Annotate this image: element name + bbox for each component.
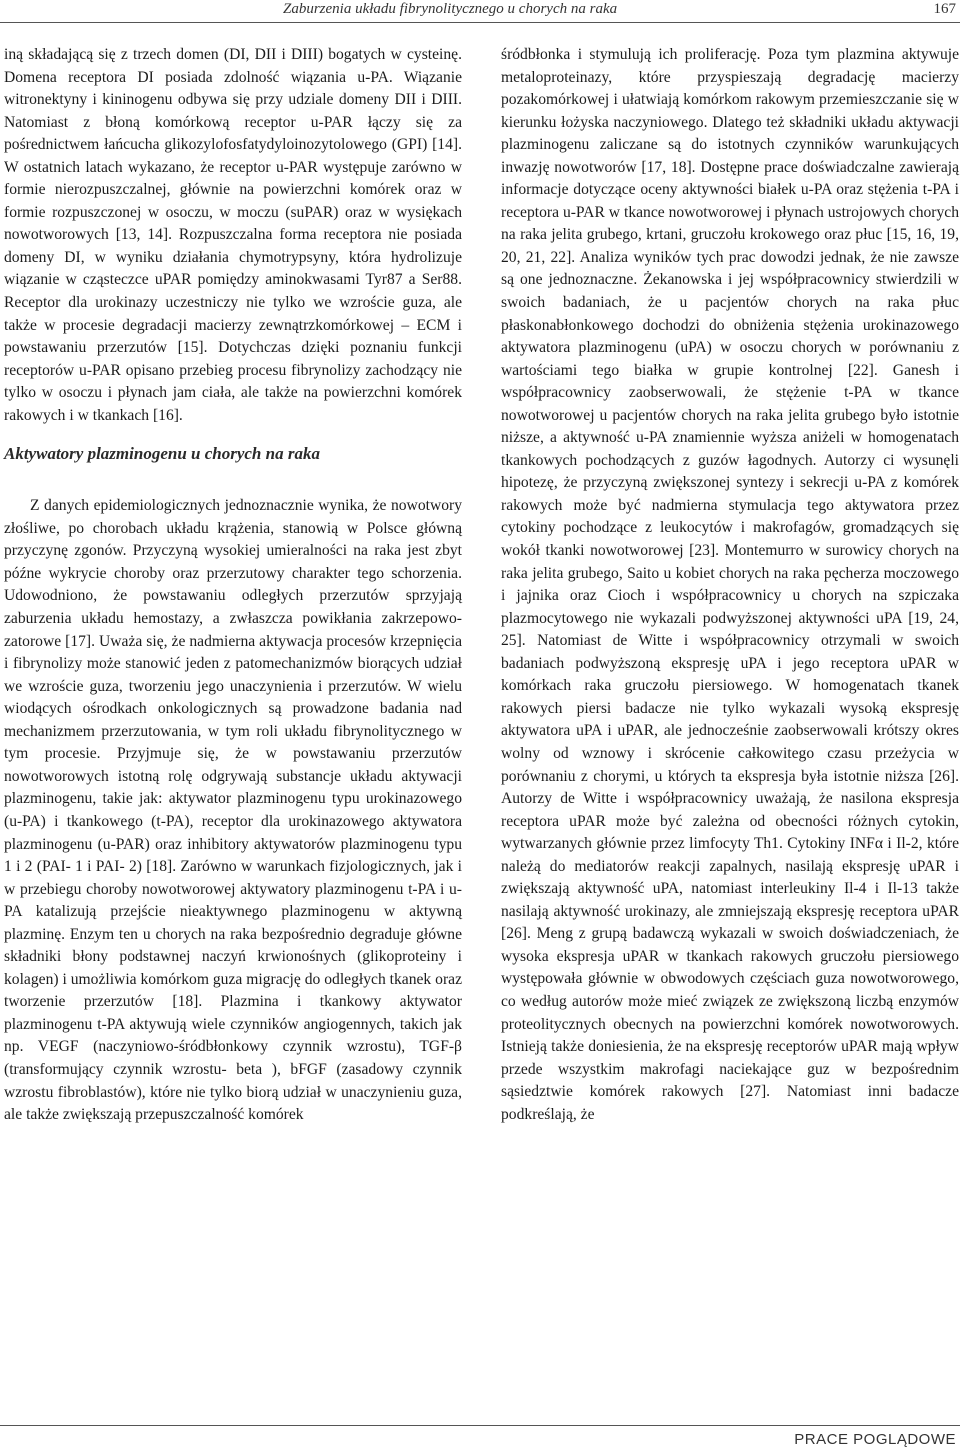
page-footer	[0, 1425, 960, 1452]
running-header	[0, 0, 960, 23]
body-paragraph: Z danych epidemiologicznych jednoznacznie wynika, że nowotwory złośliwe, po chorobach układu krążenia, stanowią w Polsce główną przyczynę zgonów. Przyczyną wysokiej umieralności na raka jest zbyt późne wykrycie choroby oraz przerzutowy charakter tego schorzenia. Udowodniono, że powstawaniu odległych przerzutów sprzyjają zaburzenia układu hemostazy, a zwłaszcza powikłania zakrzepowo-zatorowe [17]. Uważa się, że nadmierna aktywacja procesów krzepnięcia i fibrynolizy może stanowić jeden z patomechanizmów biorących udział we wzroście guza, tworzeniu jego unaczynienia i przerzutów. W wielu wiodących ośrodkach onkologicznych są prowadzone badania nad mechanizmem przerzutowania, w tym roli układu fibrynolitycznego w tym procesie. Przyjmuje się, że w powstawaniu przerzutów nowotworowych istotną rolę odgrywają substancje układu aktywacji plazminogenu, takie jak: aktywator plazminogenu typu urokinazowego (u-PA) i tkankowego (t-PA), receptor dla urokinazowego aktywatora plazminogenu (u-PAR) oraz inhibitory aktywatorów plazminogenu typu 1 i 2 (PAI- 1 i PAI- 2) [18]. Zarówno w warunkach fizjologicznych, jak i w przebiegu choroby nowotworowej aktywatory plazminogenu t-PA i u-PA katalizują przejście nieaktywnego plazminogenu w aktywną plazminę. Enzym ten u chorych na raka bezpośrednio degraduje główne składniki błony podstawnej naczyń krwionośnych (glikoproteiny i kolagen) i umożliwia komórkom guza migrację do odległych tkanek oraz tworzenie przerzutów [18]. Plazmina i tkankowy aktywator plazminogenu t-PA aktywują wiele czynników angiogennych, takich jak np. VEGF (naczyniowo-śródbłonkowy czynnik wzrostu), TGF-β (transformujący czynnik wzrostu- beta ), bFGF (zasadowy czynnik wzrostu fibroblastów), które nie tylko biorą udział w unaczynieniu guza, ale także zwiększają przepuszczalność komórek	[4, 497, 462, 1124]
body-paragraph: iną składającą się z trzech domen (DI, DII i DIII) bogatych w cysteinę. Domena receptora DI posiada zdolność wiązania u-PA. Wiązanie witronektyny i kininogenu odbywa się przy udziale domeny DII i DIII. Natomiast z błoną komórkową receptor u-PAR łączy się za pośrednictwem łańcucha glikozylofosfatydyloinozytolowego (GPI) [14]. W ostatnich latach wykazano, że receptor u-PAR występuje zarówno w formie nierozpuszczalnej, głównie na powierzchni komórek oraz w formie rozpuszczonej w osoczu, w moczu (suPAR) oraz w wysiękach nowotworowych [13, 14]. Rozpuszczalna forma receptora nie posiada domeny DI, w wyniku działania chymotrypsyny, która hydrolizuje wiązanie w cząsteczce uPAR pomiędzy aminokwasami Tyr87 a Ser88. Receptor dla urokinazy uczestniczy nie tylko we wzroście guza, ale także w procesie degradacji macierzy zewnątrzkomórkowej – ECM i powstawaniu przerzutów [15]. Dotychczas dzięki poznaniu funkcji receptorów u-PAR opisano przebieg procesu fibrynolizy zachodzący nie tylko w osoczu i płynach jam ciała, ale także na powierzchni komórek rakowych i w tkankach [16].	[4, 46, 462, 424]
body-paragraph: śródbłonka i stymulują ich proliferację. Poza tym plazmina aktywuje metaloproteinazy, które przyspieszają degradację macierzy pozakomórkowej i ułatwiają komórkom rakowym przemieszczanie się w kierunku łożyska naczyniowego. Dlatego też składniki układu aktywacji plazminogenu zaliczane są do istotnych czynników warunkujących inwazję nowotworów [17, 18]. Dostępne prace doświadczalne zawierają informacje dotyczące oceny aktywności białek u-PA oraz stężenia t-PA i receptora u-PAR w tkance nowotworowej i płynach ustrojowych chorych na raka jelita grubego, krtani, gruczołu krokowego oraz płuc [15, 16, 19, 20, 21, 22]. Analiza wyników tych prac dowodzi jednak, że nie zawsze są one jednoznaczne. Żekanowska i jej współpracownicy stwierdzili w swoich badaniach, że u pacjentów chorych na raka płuc płaskonabłonkowego dochodzi do obniżenia stężenia urokinazowego aktywatora plazminogenu (uPA) w osoczu chorych w porównaniu z wartościami tego białka w grupie kontrolnej [22]. Ganesh i współpracownicy zaobserwowali, że stężenie t-PA w tkance nowotworowej u pacjentów chorych na raka jelita grubego było istotnie niższe, a aktywność u-PA znamiennie wyższa aniżeli w homogenatach tkankowych pochodzących z guzów łagodnych. Autorzy ci wysunęli hipotezę, że przyczyną zwiększonej syntezy i sekrecji u-PA z komórek rakowych może być nadmierna stymulacja tego aktywatora przez cytokiny pochodzące z leukocytów i makrofagów, gromadzących się wokół tkanki nowotworowej [23]. Montemurro w surowicy chorych na raka jelita grubego, Saito u kobiet chorych na raka pęcherza moczowego i jajnika oraz Cioch i współpracownicy u chorych na szpiczaka plazmocytowego nie wykazali podwyższonej aktywności uPA [19, 24, 25]. Natomiast de Witte i współpracownicy otrzymali w swoich badaniach podwyższoną ekspresję uPA i jego receptora uPAR w komórkach raka gruczołu piersiowego. W homogenatach tkanek rakowych piersi badacze nie tylko wykazali wysoką ekspresję aktywatora uPA i uPAR, ale jednocześnie zaobserwowali krótszy okres wolny od wznowy i skrócenie całkowitego czasu przeżycia w porównaniu z chorymi, u których ta ekspresja była istotnie niższa [26]. Autorzy de Witte i współpracownicy uważają, że nasilona ekspresja receptora uPAR może być zależna od obecności różnych cytokin, wytwarzanych głównie przez limfocyty Th1. Cytokiny INFα i Il-2, które należą do mediatorów reakcji zapalnych, nasilają ekspresję uPAR i zwiększają aktywność uPA, natomiast interleukiny Il-4 i Il-13 także nasilają aktywność urokinazy, ale zmniejszają ekspresję receptora uPAR [26]. Meng z grupą badawczą wykazali w swoich doświadczeniach, że wysoka ekspresja uPAR w tkankach rakowych gruczołu piersiowego występowała głównie w obwodowych częściach guza nowotworowego, co według autorów może mieć związek ze zwiększoną liczbą enzymów proteolitycznych obecnych na powierzchni komórek nowotworowych. Istnieją także doniesienia, że na ekspresję receptorów uPAR mają wpływ przede wszystkim makrofagi naciekające guz w bezpośrednim sąsiedztwie komórek rakowych [27]. Natomiast inni badacze podkreślają, że	[501, 46, 959, 1123]
running-title: Zaburzenia układu fibrynolitycznego u chorych na raka	[283, 1, 618, 17]
section-heading: Aktywatory plazminogenu u chorych na raka	[4, 444, 320, 464]
left-column	[4, 44, 462, 1127]
section-label: PRACE POGLĄDOWE	[794, 1431, 956, 1448]
page-number: 167	[933, 1, 956, 17]
right-column	[501, 44, 959, 1126]
